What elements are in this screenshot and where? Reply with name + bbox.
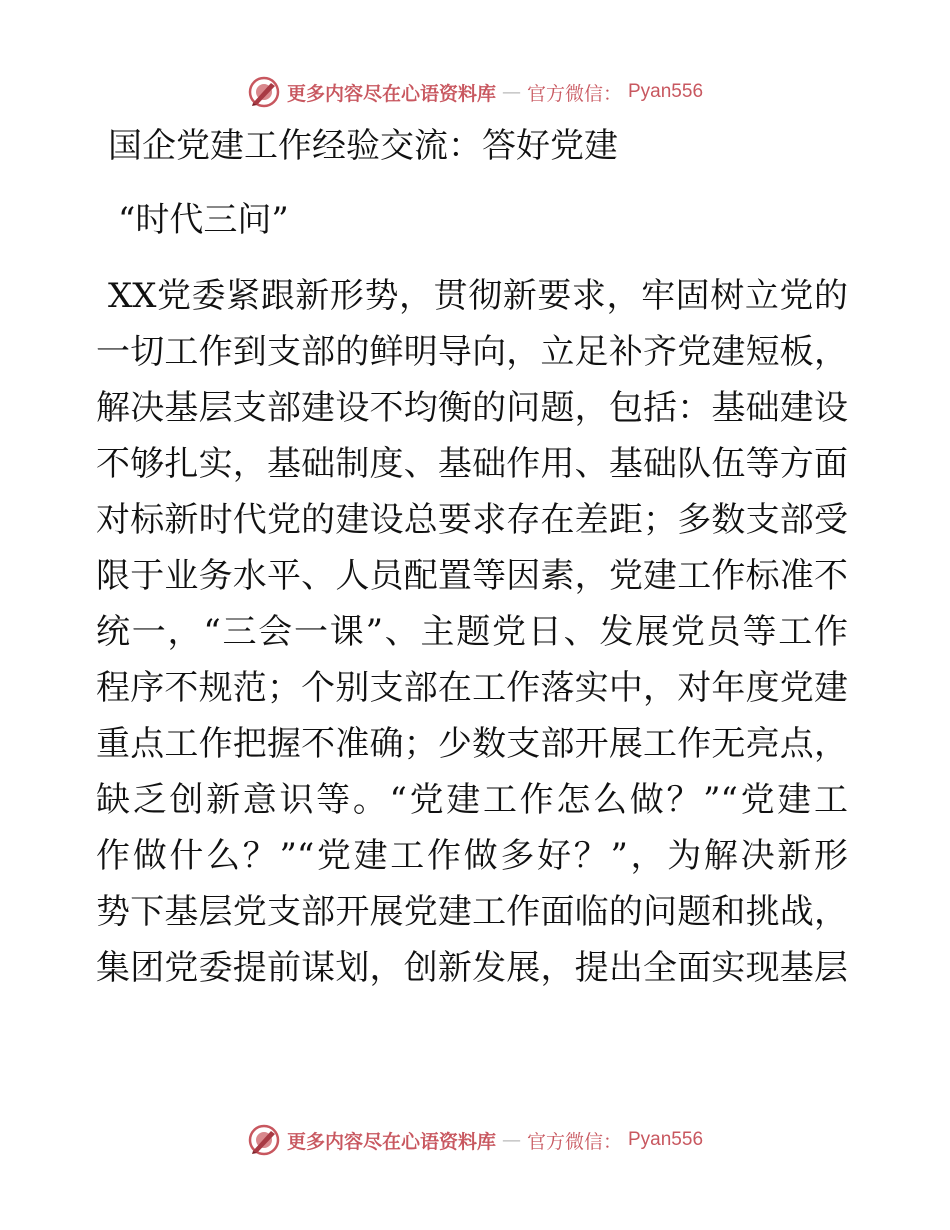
banner-separator: — — [501, 81, 521, 103]
banner-brand-text: 更多内容尽在心语资料库 — [286, 1130, 496, 1153]
body-line: XX党委紧跟新形势，贯彻新要求，牢固树立党的 — [108, 276, 848, 316]
banner-brand-text: 更多内容尽在心语资料库 — [286, 82, 496, 105]
body-line: 缺乏创新意识等。“党建工作怎么做？”“党建工 — [96, 780, 848, 820]
document-title-line-1: 国企党建工作经验交流：答好党建 — [108, 126, 618, 166]
body-line: 解决基层支部建设不均衡的问题，包括：基础建设 — [96, 388, 848, 428]
banner-wechat-label: 官方微信： — [526, 82, 622, 105]
body-line: 势下基层党支部开展党建工作面临的问题和挑战， — [96, 892, 848, 932]
body-line: 不够扎实，基础制度、基础作用、基础队伍等方面 — [96, 444, 848, 484]
body-line: 程序不规范；个别支部在工作落实中，对年度党建 — [96, 668, 848, 708]
pen-circle-logo-icon — [247, 75, 281, 109]
pen-circle-logo-icon — [247, 1123, 281, 1157]
banner-separator: — — [501, 1129, 521, 1151]
body-line: 限于业务水平、人员配置等因素，党建工作标准不 — [96, 556, 848, 596]
body-line: 集团党委提前谋划，创新发展，提出全面实现基层 — [96, 948, 848, 988]
banner-wechat-label: 官方微信： — [526, 1130, 622, 1153]
document-title-line-2: “时代三问” — [118, 200, 289, 240]
body-line: 统一，“三会一课”、主题党日、发展党员等工作 — [96, 612, 848, 652]
body-line: 作做什么？”“党建工作做多好？”，为解决新形 — [96, 836, 848, 876]
body-line: 重点工作把握不准确；少数支部开展工作无亮点， — [96, 724, 848, 764]
banner-wechat-id: Pyan556 — [628, 81, 704, 102]
footer-banner — [0, 1120, 950, 1160]
body-line: 对标新时代党的建设总要求存在差距；多数支部受 — [96, 500, 848, 540]
header-banner — [0, 72, 950, 112]
body-line: 一切工作到支部的鲜明导向，立足补齐党建短板， — [96, 332, 848, 372]
banner-wechat-id: Pyan556 — [628, 1129, 704, 1150]
